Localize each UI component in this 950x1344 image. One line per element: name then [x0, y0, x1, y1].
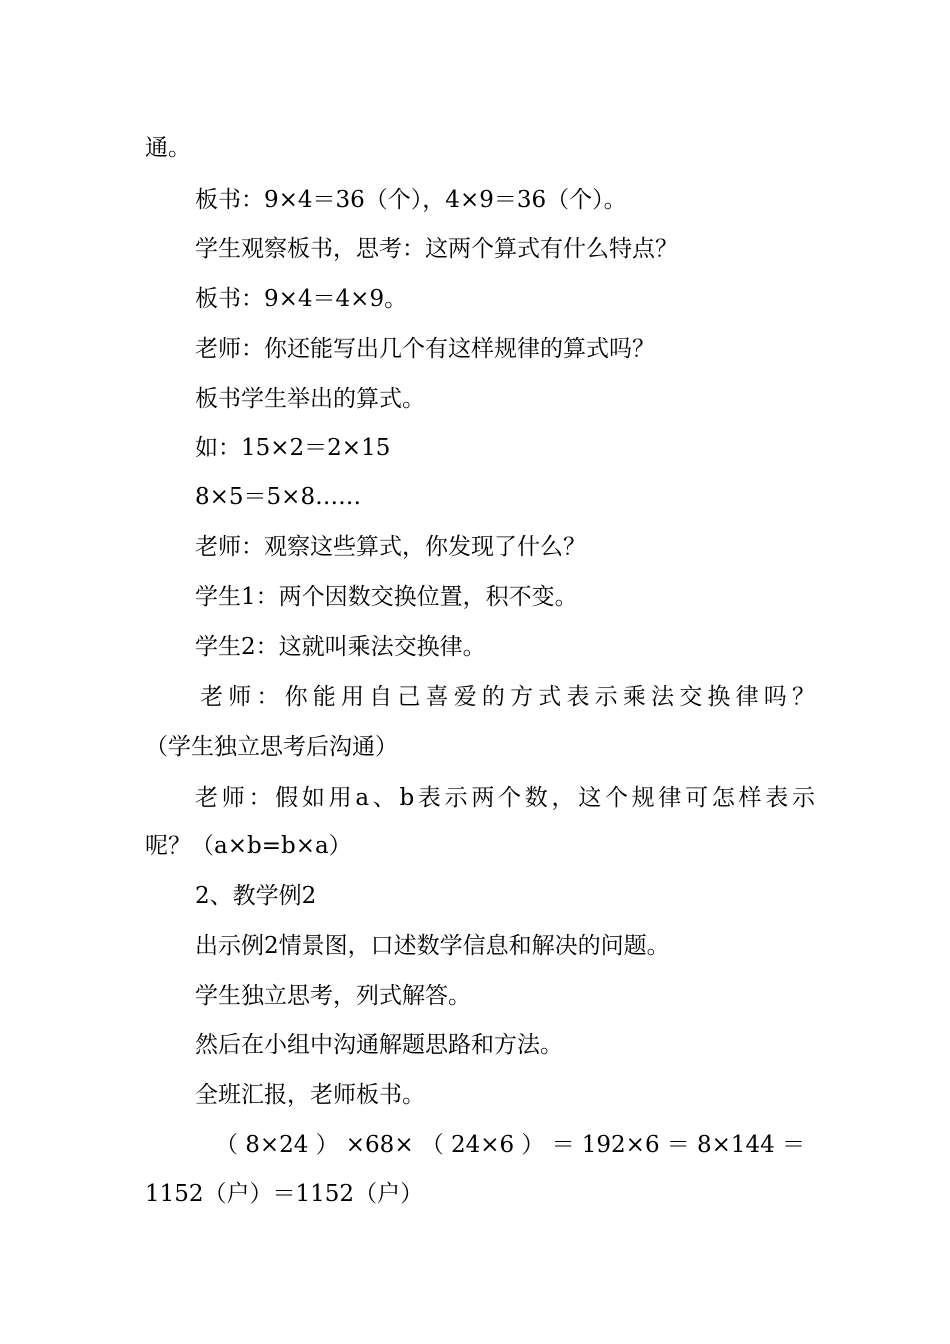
text-line-22: 1152（户）＝1152（户） — [145, 1181, 424, 1207]
text-line-14: 老师：假如用a、b表示两个数，这个规律可怎样表示 — [195, 785, 815, 811]
text-line-3: 学生观察板书，思考：这两个算式有什么特点？ — [195, 236, 678, 262]
text-line-6: 板书学生举出的算式。 — [195, 386, 425, 412]
text-line-16: 2、教学例2 — [195, 883, 317, 909]
text-line-5: 老师：你还能写出几个有这样规律的算式吗？ — [195, 336, 655, 362]
text-line-12: 老师：你能用自己喜爱的方式表示乘法交换律吗？ — [200, 684, 815, 710]
text-line-17: 出示例2情景图，口述数学信息和解决的问题。 — [195, 933, 670, 959]
text-line-20: 全班汇报，老师板书。 — [195, 1082, 425, 1108]
text-line-10: 学生1：两个因数交换位置，积不变。 — [195, 584, 578, 610]
text-line-1: 通。 — [145, 135, 191, 161]
text-line-4: 板书：9×4＝4×9。 — [195, 286, 408, 312]
text-line-15: 呢？（a×b=b×a） — [145, 833, 352, 859]
text-line-8: 8×5＝5×8…… — [195, 484, 362, 510]
text-line-9: 老师：观察这些算式，你发现了什么？ — [195, 534, 586, 560]
text-line-19: 然后在小组中沟通解题思路和方法。 — [195, 1032, 563, 1058]
text-line-11: 学生2：这就叫乘法交换律。 — [195, 634, 486, 660]
text-line-7: 如：15×2＝2×15 — [195, 435, 391, 461]
text-line-21: （8×24）×68×（24×6）＝192×6＝8×144＝ — [215, 1132, 805, 1158]
text-line-2: 板书：9×4＝36（个），4×9＝36（个）。 — [195, 187, 627, 213]
text-line-13: （学生独立思考后沟通） — [145, 734, 398, 760]
text-line-18: 学生独立思考，列式解答。 — [195, 983, 471, 1009]
